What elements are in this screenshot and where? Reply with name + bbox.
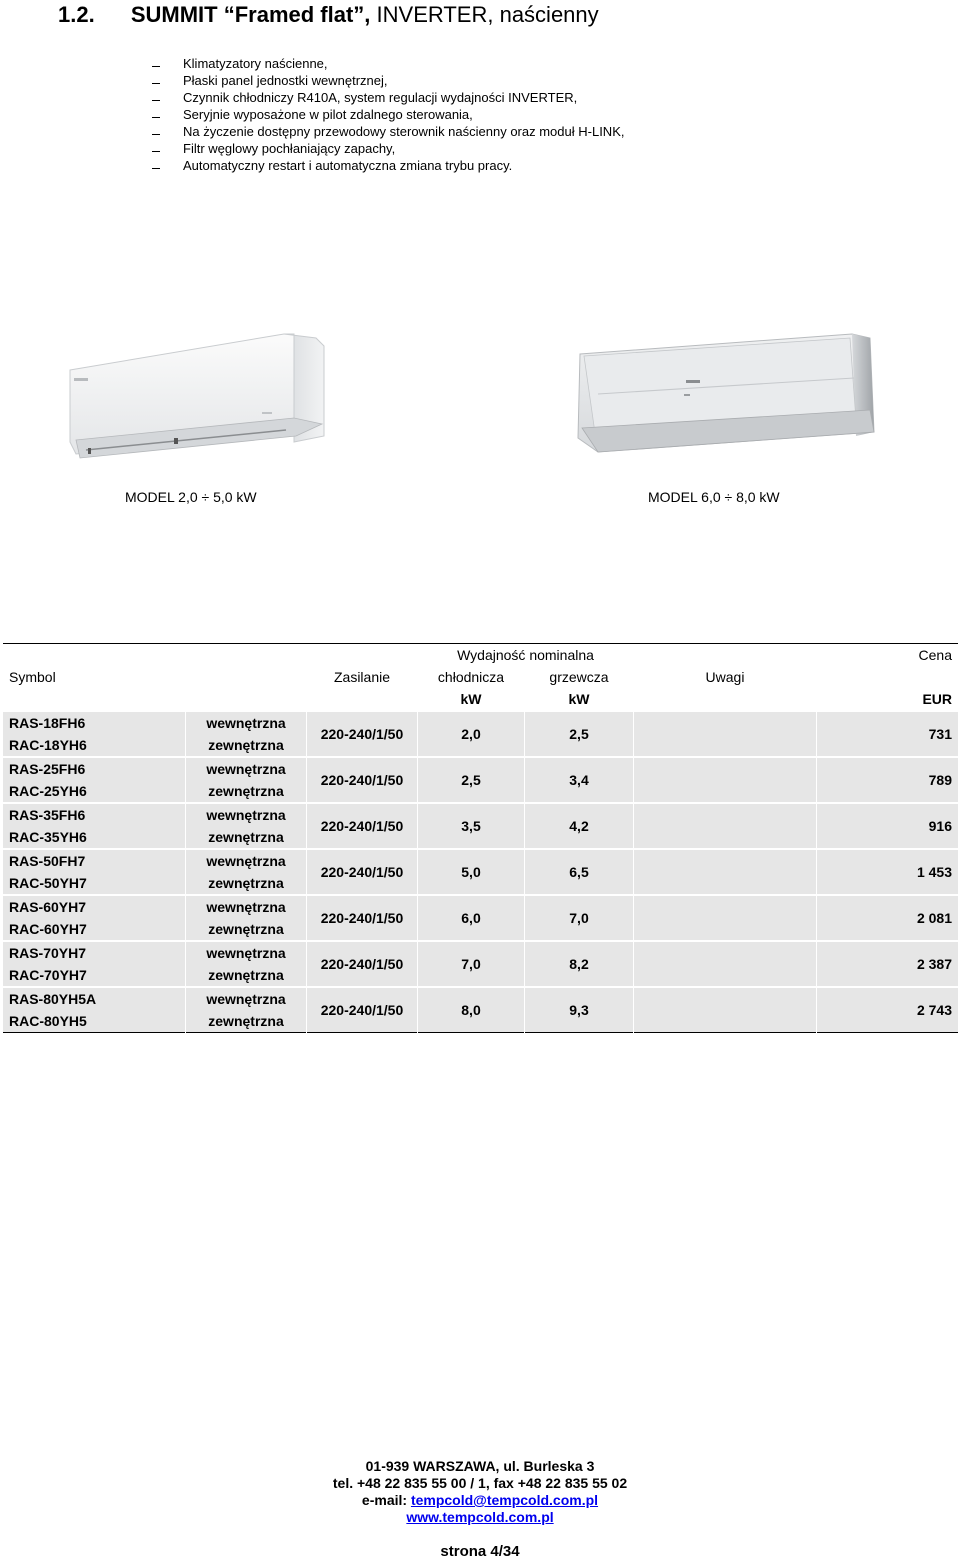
bullet-dash (152, 100, 160, 101)
model-caption-small: MODEL 2,0 ÷ 5,0 kW (125, 489, 257, 505)
indoor-symbol: RAS-25FH6 (3, 757, 186, 780)
bullet-dash (152, 134, 160, 135)
table-row (3, 711, 958, 734)
power-supply: 220-240/1/50 (307, 895, 418, 941)
outdoor-label: zewnętrzna (186, 964, 307, 987)
company-email-line: e-mail: tempcold@tempcold.com.pl (361, 1492, 599, 1508)
table-header-row (3, 688, 958, 711)
table-row (3, 941, 958, 964)
cooling-capacity: 5,0 (418, 849, 525, 895)
outdoor-label: zewnętrzna (186, 872, 307, 895)
outdoor-label: zewnętrzna (186, 918, 307, 941)
outdoor-label: zewnętrzna (186, 826, 307, 849)
feature-item: Seryjnie wyposażone w pilot zdalnego sterowania, (152, 106, 624, 123)
company-phone: tel. +48 22 835 55 00 / 1, fax +48 22 835 55 02 (332, 1475, 628, 1491)
price: 1 453 (817, 849, 959, 895)
outdoor-symbol: RAC-18YH6 (3, 734, 186, 757)
feature-item: Na życzenie dostępny przewodowy sterownik naścienny oraz moduł H-LINK, (152, 123, 624, 140)
indoor-symbol: RAS-18FH6 (3, 711, 186, 734)
bullet-dash (152, 151, 160, 152)
cooling-unit: kW (418, 688, 525, 711)
cooling-capacity: 8,0 (418, 987, 525, 1033)
notes (634, 849, 817, 895)
bullet-dash (152, 117, 160, 118)
outdoor-symbol: RAC-80YH5 (3, 1010, 186, 1033)
table-header-row (3, 644, 958, 667)
cooling-capacity: 2,0 (418, 711, 525, 757)
feature-item: Automatyczny restart i automatyczna zmiana trybu pracy. (152, 157, 624, 174)
company-footer (0, 1458, 960, 1526)
cooling-capacity: 3,5 (418, 803, 525, 849)
price: 916 (817, 803, 959, 849)
heating-capacity: 2,5 (525, 711, 634, 757)
heating-capacity: 6,5 (525, 849, 634, 895)
indoor-symbol: RAS-50FH7 (3, 849, 186, 872)
outdoor-symbol: RAC-25YH6 (3, 780, 186, 803)
heating-capacity: 9,3 (525, 987, 634, 1033)
price-table (3, 643, 958, 1033)
cooling-capacity: 7,0 (418, 941, 525, 987)
heating-capacity: 7,0 (525, 895, 634, 941)
notes (634, 941, 817, 987)
indoor-symbol: RAS-35FH6 (3, 803, 186, 826)
heating-header: grzewcza (549, 669, 609, 685)
indoor-label: wewnętrzna (186, 757, 307, 780)
price: 2 743 (817, 987, 959, 1033)
symbol-header: Symbol (9, 669, 56, 685)
notes (634, 711, 817, 757)
power-supply: 220-240/1/50 (307, 849, 418, 895)
heating-capacity: 8,2 (525, 941, 634, 987)
indoor-symbol: RAS-70YH7 (3, 941, 186, 964)
price: 2 081 (817, 895, 959, 941)
table-row (3, 803, 958, 826)
power-supply: 220-240/1/50 (307, 803, 418, 849)
notes (634, 987, 817, 1033)
power-supply: 220-240/1/50 (307, 987, 418, 1033)
table-row (3, 987, 958, 1010)
outdoor-label: zewnętrzna (186, 734, 307, 757)
section-number: 1.2. (58, 2, 95, 27)
price: 2 387 (817, 941, 959, 987)
indoor-label: wewnętrzna (186, 895, 307, 918)
power-supply: 220-240/1/50 (307, 711, 418, 757)
price-header: Cena (817, 644, 959, 667)
notes (634, 895, 817, 941)
power-supply: 220-240/1/50 (307, 757, 418, 803)
email-link[interactable]: tempcold@tempcold.com.pl (410, 1492, 599, 1508)
power-header: Zasilanie (333, 669, 391, 685)
page-title (58, 2, 599, 28)
feature-item: Filtr węglowy pochłaniający zapachy, (152, 140, 624, 157)
table-row (3, 757, 958, 780)
bullet-dash (152, 66, 160, 67)
table-row (3, 849, 958, 872)
product-subtitle: INVERTER, naścienny (370, 2, 599, 27)
heating-capacity: 4,2 (525, 803, 634, 849)
indoor-label: wewnętrzna (186, 803, 307, 826)
outdoor-symbol: RAC-60YH7 (3, 918, 186, 941)
power-supply: 220-240/1/50 (307, 941, 418, 987)
outdoor-symbol: RAC-70YH7 (3, 964, 186, 987)
indoor-label: wewnętrzna (186, 941, 307, 964)
indoor-symbol: RAS-60YH7 (3, 895, 186, 918)
feature-item: Płaski panel jednostki wewnętrznej, (152, 72, 624, 89)
company-address: 01-939 WARSZAWA, ul. Burleska 3 (365, 1458, 595, 1474)
currency-unit: EUR (817, 688, 959, 711)
page-number: strona 4/34 (440, 1543, 520, 1560)
indoor-label: wewnętrzna (186, 711, 307, 734)
indoor-label: wewnętrzna (186, 849, 307, 872)
cooling-header: chłodnicza (437, 669, 505, 685)
notes (634, 757, 817, 803)
cooling-capacity: 2,5 (418, 757, 525, 803)
feature-item: Klimatyzatory naścienne, (152, 55, 624, 72)
cooling-capacity: 6,0 (418, 895, 525, 941)
outdoor-symbol: RAC-50YH7 (3, 872, 186, 895)
bullet-dash (152, 168, 160, 169)
price: 789 (817, 757, 959, 803)
capacity-group-header: Wydajność nominalna (418, 644, 634, 667)
outdoor-label: zewnętrzna (186, 780, 307, 803)
website-link[interactable]: www.tempcold.com.pl (406, 1509, 554, 1525)
wall-unit-small-image (66, 332, 328, 462)
table-row (3, 895, 958, 918)
feature-item: Czynnik chłodniczy R410A, system regulacji wydajności INVERTER, (152, 89, 624, 106)
outdoor-label: zewnętrzna (186, 1010, 307, 1033)
table-header-row (3, 666, 958, 688)
indoor-symbol: RAS-80YH5A (3, 987, 186, 1010)
product-name: SUMMIT “Framed flat”, (130, 2, 371, 27)
notes-header: Uwagi (705, 669, 745, 685)
model-caption-large: MODEL 6,0 ÷ 8,0 kW (648, 489, 780, 505)
price: 731 (817, 711, 959, 757)
feature-list (152, 55, 624, 174)
notes (634, 803, 817, 849)
heating-capacity: 3,4 (525, 757, 634, 803)
outdoor-symbol: RAC-35YH6 (3, 826, 186, 849)
indoor-label: wewnętrzna (186, 987, 307, 1010)
wall-unit-large-image (574, 332, 876, 460)
heating-unit: kW (525, 688, 634, 711)
bullet-dash (152, 83, 160, 84)
